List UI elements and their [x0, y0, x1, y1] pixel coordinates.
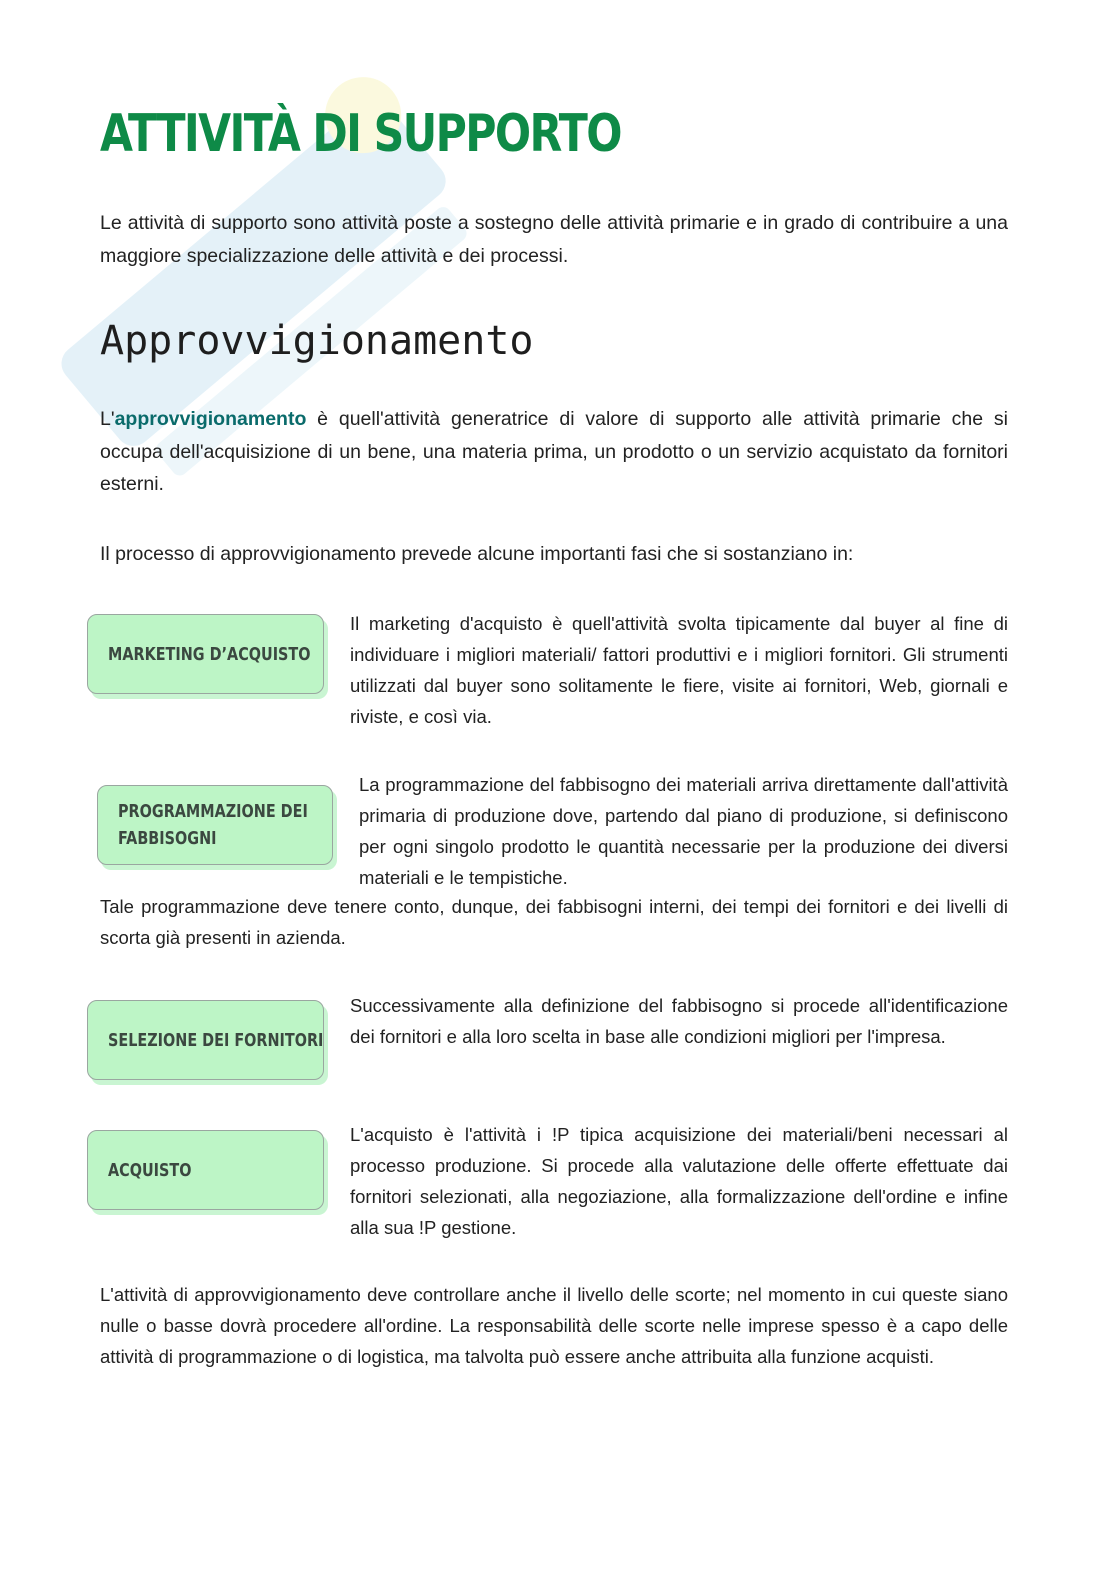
phase-text-acquisto: L'acquisto è l'attività i !P tipica acquisizione dei materiali/beni necessari al processo produzione. Si procede alla valutazione delle offerte effettuate dai fornitori selezionati, alla negoziazione, alla formalizzazione dell'ordine e infine alla sua !P gestione.	[350, 1124, 1008, 1238]
phase-label-programmazione-line1: PROGRAMMAZIONE DEI	[118, 801, 308, 822]
definition-rest: è quell'attività generatrice di valore di supporto alle attività primarie che si occupa dell'acquisizione di un bene, una materia prima, un prodotto o un servizio acquistato da fornitori esterni.	[100, 408, 1008, 495]
phase-label-selezione: SELEZIONE DEI FORNITORI	[108, 1029, 324, 1051]
definition-keyword: approvvigionamento	[114, 408, 307, 430]
phase-label-programmazione	[118, 798, 308, 852]
phase-box-selezione	[87, 1000, 324, 1080]
phase-continuation-programmazione: Tale programmazione deve tenere conto, dunque, dei fabbisogni interni, dei tempi dei fornitori e dei livelli di scorta già presenti in azienda.	[100, 896, 1008, 948]
phase-label-marketing: MARKETING D’ACQUISTO	[108, 643, 311, 665]
phase-label-acquisto: ACQUISTO	[108, 1159, 192, 1181]
phase-text-selezione: Successivamente alla definizione del fabbisogno si procede all'identificazione dei fornitori e alla loro scelta in base alle condizioni migliori per l'impresa.	[350, 995, 1008, 1047]
phase-box-marketing	[87, 614, 324, 694]
intro-paragraph: Le attività di supporto sono attività poste a sostegno delle attività primarie e in grado di contribuire a una maggiore specializzazione delle attività e dei processi.	[100, 212, 1008, 267]
closing-paragraph: L'attività di approvvigionamento deve controllare anche il livello delle scorte; nel momento in cui queste siano nulle o basse dovrà procedere all'ordine. La responsabilità delle scorte nelle imprese spesso è a capo delle attività di programmazione o di logistica, ma talvolta può essere anche attribuita alla funzione acquisti.	[100, 1284, 1008, 1367]
phase-box-acquisto	[87, 1130, 324, 1210]
definition-paragraph	[100, 403, 1008, 501]
phase-text-marketing: Il marketing d'acquisto è quell'attività svolta tipicamente dal buyer al fine di individuare i migliori materiali/ fattori produttivi e i migliori fornitori. Gli strumenti utilizzati dal buyer sono solitamente le fiere, visite ai fornitori, Web, giornali e riviste, e così via.	[350, 613, 1008, 727]
page-title: ATTIVITÀ DI SUPPORTO	[100, 104, 621, 164]
phase-label-programmazione-line2: FABBISOGNI	[118, 828, 217, 849]
phase-box-programmazione	[97, 785, 333, 865]
section-heading: Approvvigionamento	[100, 318, 534, 364]
phase-text-programmazione: La programmazione del fabbisogno dei materiali arriva direttamente dall'attività primaria di produzione dove, partendo dal piano di produzione, si definiscono per ogni singolo prodotto le quantità necessarie per la produzione dei diversi materiali e le tempistiche.	[359, 774, 1008, 888]
definition-prefix: L'	[100, 408, 115, 430]
phases-intro: Il processo di approvvigionamento prevede alcune importanti fasi che si sostanziano in:	[100, 543, 854, 565]
